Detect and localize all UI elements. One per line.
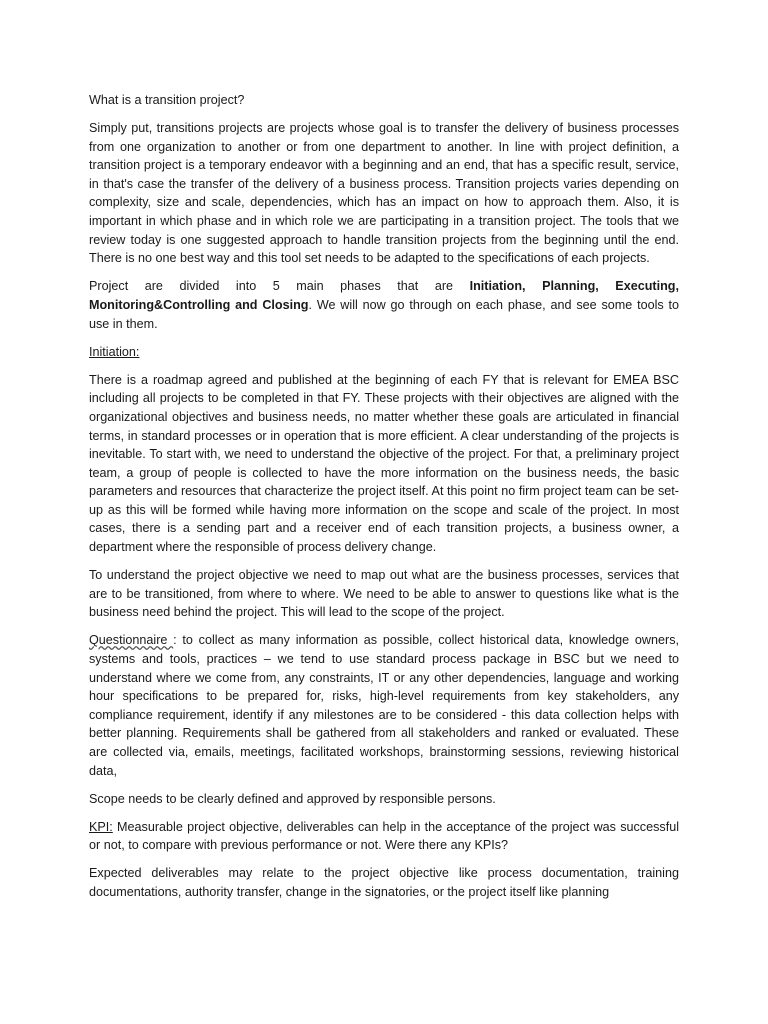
questionnaire-text: : to collect as many information as possible, collect historical data, knowledge owners, systems and tools, practices – we tend to use standard process package in BSC but we need to understand where we come from, any constraints, IT or any other dependencies, language and working hour specifications to be prepared for, risks, high-level requirements from key stakeholders, any compliance requirement, identify if any milestones are to be considered - this data collection helps with better planning. Requirements shall be gathered from all stakeholders and ranked or evaluated. These are collected via, emails, meetings, facilitated workshops, brainstorming sessions, reviewing historical data, xyxy=(89,633,679,778)
initiation-label: Initiation: xyxy=(89,344,140,359)
paragraph-objective: To understand the project objective we need to map out what are the business processes, services that are to be transitioned, from where to where. We need to be able to answer to questions like what is the business need behind the project. This will lead to the scope of the project. xyxy=(89,568,679,620)
phases-text-start: Project are divided into 5 main phases that are xyxy=(89,279,470,294)
paragraph-questionnaire xyxy=(89,631,679,780)
paragraph-deliverables: Expected deliverables may relate to the project objective like process documentation, training documentations, authority transfer, change in the signatories, or the project itself like planning xyxy=(89,866,679,900)
paragraph-roadmap: There is a roadmap agreed and published at the beginning of each FY that is relevant for EMEA BSC including all projects to be completed in that FY. These projects with their objectives are aligned with the organizational objectives and business needs, no matter whether these goals are articulated in financial terms, in standard processes or in operation that is more efficient. A clear understanding of the projects is inevitable. To start with, we need to understand the objective of the project. For that, a preliminary project team, a group of people is collected to have the more information on the business needs, the basic parameters and resources that characterize the project itself. At this point no firm project team can be set-up as this will be formed while having more information on the scope and scale of the project. In most cases, there is a sending part and a receiver end of each transition projects, a business owner, a department where the responsible of process delivery change. xyxy=(89,372,679,555)
paragraph-phases xyxy=(89,277,679,333)
document-body xyxy=(89,91,679,911)
phases-text-end: . We will now go through on each phase, and see some tools to use in them. xyxy=(89,297,679,331)
phases-bold-list: Initiation, Planning, Executing, Monitoring&Controlling and Closing xyxy=(89,279,679,312)
document-heading: What is a transition project? xyxy=(89,93,245,107)
paragraph-kpi xyxy=(89,818,679,855)
questionnaire-label: Questionnaire xyxy=(89,633,174,648)
kpi-text: Measurable project objective, deliverables can help in the acceptance of the project was successful or not, to compare with previous performance or not. Were there any KPIs? xyxy=(89,819,679,853)
kpi-label: KPI: xyxy=(89,819,113,834)
paragraph-intro: Simply put, transitions projects are projects whose goal is to transfer the delivery of business processes from one organization to another or from one department to another. In line with project definition, a transition project is a temporary endeavor with a beginning and an end, that has a specific result, service, in that's case the transfer of the delivery of a business process. Transition projects varies depending on complexity, size and scale, dependencies, which has an impact on how to approach them. Also, it is important in which phase and in which role we are participating in a transition project. The tools that we review today is one suggested approach to handle transition projects from the beginning until the end. There is no one best way and this tool set needs to be adapted to the specifications of each projects. xyxy=(89,121,679,266)
paragraph-scope: Scope needs to be clearly defined and approved by responsible persons. xyxy=(89,791,496,806)
section-heading-initiation xyxy=(89,343,679,362)
